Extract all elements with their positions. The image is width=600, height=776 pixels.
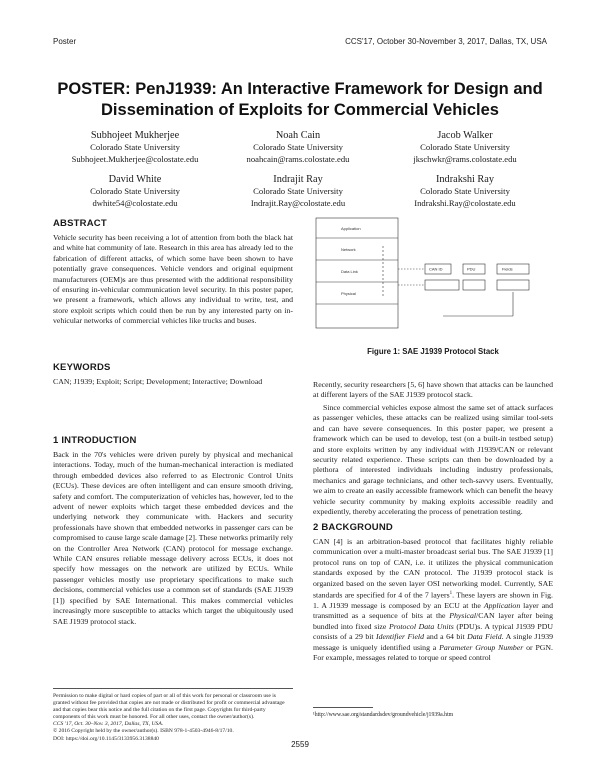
- author-name: Noah Cain: [275, 130, 321, 141]
- running-header-left: Poster: [53, 37, 77, 46]
- page-number: 2559: [291, 740, 309, 749]
- footnote-rule: [53, 688, 293, 689]
- author-name: Subhojeet Mukherjee: [90, 130, 180, 141]
- author-block: [50, 173, 220, 209]
- text-run: or PGN. For example, messages related to torque or speed control: [313, 642, 553, 663]
- author-block: [213, 129, 383, 165]
- text-run: layer and transmitted as a sequence of bits at the: [313, 601, 553, 621]
- keywords-text: CAN; J1939; Exploit; Script; Development; Interactive; Download: [53, 377, 263, 386]
- author-email: noahcain@rams.colostate.edu: [246, 153, 350, 164]
- author-name: Indrakshi Ray: [435, 174, 495, 185]
- author-name: Indrajit Ray: [273, 174, 323, 185]
- author-affiliation: Colorado State University: [90, 186, 180, 196]
- pdu-label: CAN ID: [429, 266, 443, 272]
- text-run-italic: Parameter Group Number: [439, 642, 524, 652]
- pdu-box: [463, 280, 485, 290]
- author-affiliation: Colorado State University: [90, 142, 180, 152]
- background-text: [313, 537, 553, 663]
- text-run-italic: Application: [483, 601, 521, 611]
- copyright-line: © 2016 Copyright held by the owner/author(s). ISBN 978-1-4503-4946-8/17/10.: [53, 728, 234, 735]
- running-header-right: CCS'17, October 30-November 3, 2017, Dallas, TX, USA: [345, 37, 547, 46]
- author-block: [50, 129, 220, 165]
- author-block: [380, 129, 550, 165]
- permission-text: Permission to make digital or hard copies of part or all of this work for personal or classroom use is granted without fee provided that copies are not made or distributed for profit or commercial advantage and that copies bear this notice and the full citation on the first page. Copyrights for third-party components of this work must be honored. For all other uses, contact the owner/author(s).: [53, 693, 285, 721]
- author-email: jkschwkr@rams.colostate.edu: [413, 153, 517, 164]
- author-name: David White: [108, 174, 162, 185]
- introduction-heading: 1 INTRODUCTION: [53, 435, 137, 446]
- permission-block: [53, 693, 293, 743]
- text-run-italic: Identifier Field: [376, 632, 424, 642]
- author-block: [380, 173, 550, 209]
- paper-title: POSTER: PenJ1939: An Interactive Framework for Design and Dissemination of Exploits for Commercial Vehicles: [57, 80, 543, 119]
- venue-line: CCS '17, Oct. 30–Nov. 3, 2017, Dallas, TX, USA.: [53, 721, 164, 728]
- author-affiliation: Colorado State University: [420, 186, 510, 196]
- text-run: CAN [4] is an arbitration-based protocol that facilitates highly reliable communication over a multi-master broadcast serial bus. The SAE J1939 [1] protocol runs on top of CAN, i.e. it utilizes the physical communication standards exposed by the CAN protocol. The J1939 protocol stack is organized based on the seven layer OSI networking model. Currently, SAE standards are specified for 4 of the 7 layers: [313, 537, 553, 600]
- text-run: /CAN layer after being bundled into fixed size: [313, 611, 553, 631]
- pdu-box: [425, 280, 459, 290]
- pdu-label: PDU: [467, 266, 476, 272]
- layer-label: Data Link: [341, 269, 358, 274]
- pdu-box: [497, 280, 529, 290]
- protocol-stack-figure: [313, 216, 553, 331]
- author-affiliation: Colorado State University: [420, 142, 510, 152]
- text-run-italic: Protocol Data Units: [388, 621, 454, 631]
- author-name: Jacob Walker: [437, 130, 493, 141]
- author-email: Indrakshi.Ray@colostate.edu: [414, 197, 516, 208]
- right-intro-paragraph-1: Recently, security researchers [5, 6] have shown that attacks can be launched at different layers of the SAE J1939 protocol stack.: [313, 380, 554, 400]
- author-email: Indrajit.Ray@colostate.edu: [250, 197, 346, 208]
- author-affiliation: Colorado State University: [253, 186, 343, 196]
- layer-label: Application: [341, 226, 361, 231]
- doi-line: DOI: https://doi.org/10.1145/3133956.3138840: [53, 735, 159, 742]
- text-run: (PDU)s. A typical J1939 PDU consists of a 29 bit: [313, 621, 554, 642]
- keywords-heading: KEYWORDS: [53, 362, 111, 373]
- layer-label: Network: [341, 247, 356, 252]
- author-email: dwhite54@colostate.edu: [92, 197, 178, 208]
- footnote-rule: [313, 707, 373, 708]
- author-affiliation: Colorado State University: [253, 142, 343, 152]
- text-run-italic: Physical: [449, 611, 477, 621]
- pdu-label: Fields: [502, 266, 513, 272]
- text-run: and a 64 bit: [423, 632, 468, 642]
- author-block: [213, 173, 383, 209]
- figure-caption: Figure 1: SAE J1939 Protocol Stack: [367, 347, 499, 356]
- background-heading: 2 BACKGROUND: [313, 522, 393, 533]
- right-intro-paragraph-2: Since commercial vehicles expose almost the same set of attack surfaces as passenger vehicles, these attacks can be realized using similar tool-sets and can have severe consequences. In this poster paper, we present a framework which can be used to develop, test (on a built-in testbed setup) and store exploits written by any individual with J1939/CAN or relevant security related experience. These scripts can then be downloaded by a plethora of interested individuals including industry professionals, mechanics and garage technicians, and other tech-savvy users. Eventually, we aim to create an easily accessible framework which can benefit the heavy vehicle security community by making exploits accessible readily and expediently, thereby accelerating the process of penetration testing.: [313, 403, 553, 517]
- text-run: . A single J1939 message is uniquely identified using a: [313, 632, 554, 652]
- abstract-heading: ABSTRACT: [53, 218, 107, 229]
- layer-label: Physical: [341, 291, 356, 296]
- author-email: Subhojeet.Mukherjee@colostate.edu: [71, 153, 199, 164]
- introduction-text: Back in the 70's vehicles were driven purely by physical and mechanical interactions. Today, much of the human-mechanical interaction is mediated through embedded devices also referred to as Electronic Control Units (ECUs). These devices are often intelligent and can ensure smooth driving, safety and comfort. The computerization of vehicles has, however, led to the advent of newer exploits which target these embedded devices and the underlying network they communicate with. Hackers and security professionals have shown that embedded networks in passenger cars can be compromised to cause large scale damage [2]. These networks primarily rely on the Controller Area Network (CAN) protocol for message exchange. While CAN ensures reliable message delivery across ECUs, it does not specify how messages on the network are utilized by ECUs. While passenger vehicles mostly use proprietary specifications to make such decisions, commercial vehicles use a common set of standards (SAE J1939 [1]) specified by SAE International. This makes commercial vehicles increasingly more susceptible to attacks which target the ubiquitously used SAE J1939 protocol stack.: [53, 450, 293, 626]
- footnote-text: ¹http://www.sae.org/standardsdev/groundvehicle/j1939a.htm: [313, 712, 454, 718]
- footnote-marker: 1: [449, 591, 453, 597]
- text-run: . These layers are shown in Fig. 1. A J1939 message is composed by an ECU at the: [313, 590, 554, 611]
- text-run-italic: Data Field: [467, 632, 502, 642]
- abstract-text: Vehicle security has been receiving a lot of attention from both the black hat and white hat community of late. Research in this area has already led to the fabrication of different attacks, of which some have been shown to have potentially grave consequences. Vehicle vendors and original equipment manufacturers (OEM)s are thus presented with the additional responsibility of ensuring in-vehicular communication level security. In this poster paper, we present a framework, which allows any individual to write, test, and store exploit scripts which could then be run by any interested party on in-vehicular networks of commercial vehicles like trucks and buses.: [53, 233, 293, 326]
